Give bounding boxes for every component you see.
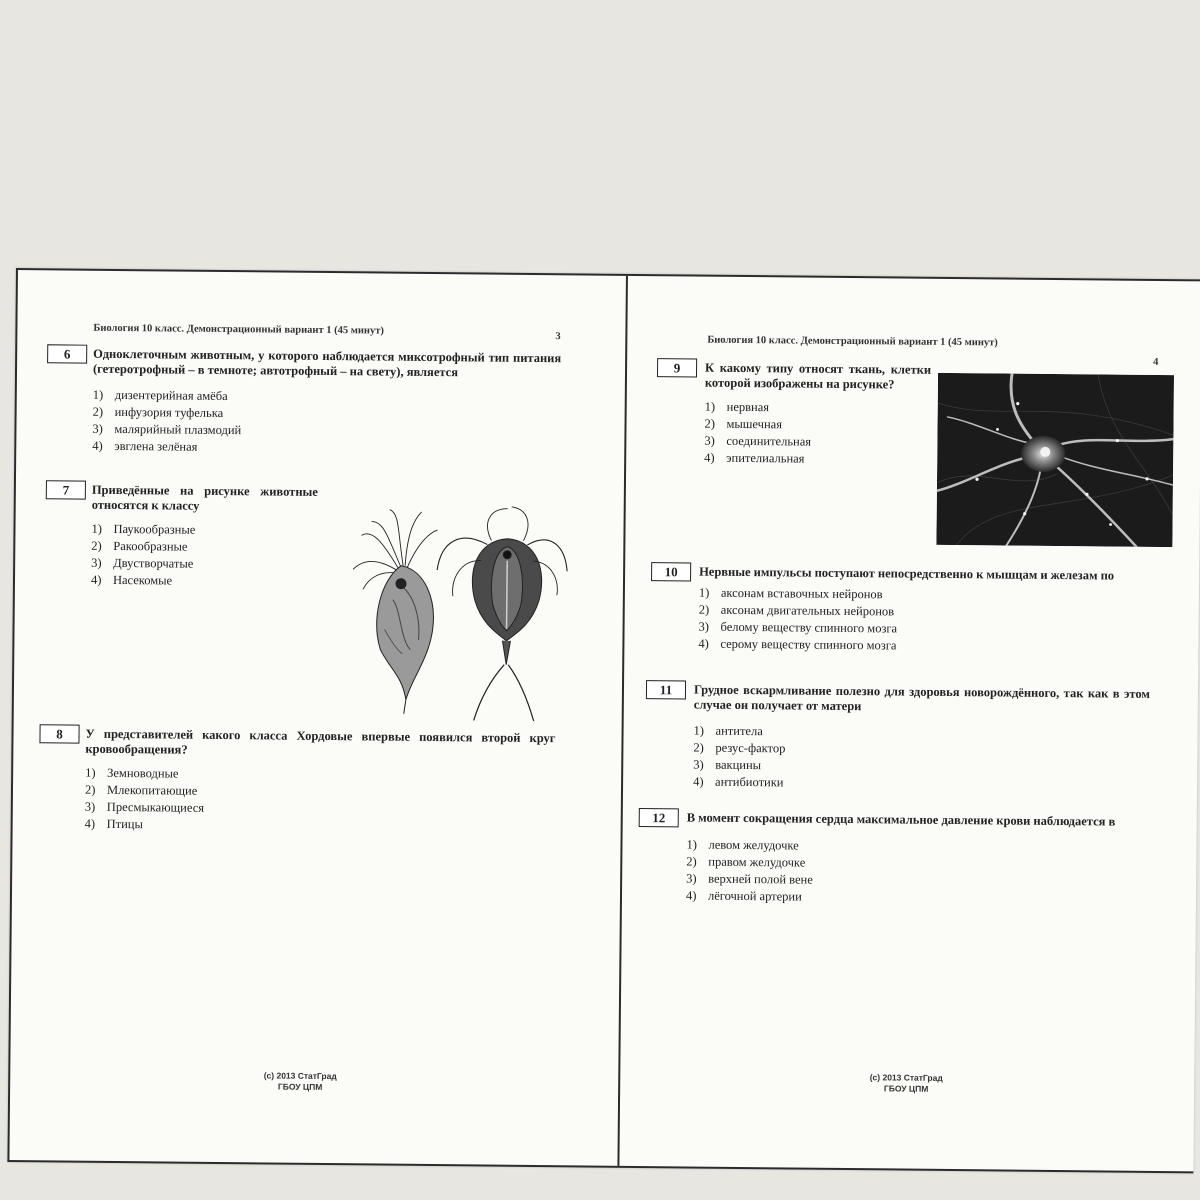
option[interactable]: 3) Пресмыкающиеся xyxy=(84,799,205,815)
right-footer xyxy=(836,1072,976,1095)
question-9-number: 9 xyxy=(657,358,697,377)
option[interactable]: 1) Паукообразные xyxy=(91,521,196,537)
question-11-number: 11 xyxy=(646,680,686,699)
question-11-text: Грудное вскармливание полезно для здоровья новорождённого, так как в этом случае он получает от матери xyxy=(693,682,1151,714)
question-6-text: Одноклеточным животным, у которого наблюдается миксотрофный тип питания (гетеротрофный – в темноте; автотрофный – на свету), является xyxy=(92,346,562,380)
option[interactable]: 2) аксонам двигательных нейронов xyxy=(698,602,895,619)
option[interactable]: 2) мышечная xyxy=(704,416,783,432)
question-8-number: 8 xyxy=(39,724,79,743)
option[interactable]: 4) антибиотики xyxy=(693,774,784,790)
question-9-text: К какому типу относят ткань, клетки которой изображены на рисунке? xyxy=(704,360,932,392)
right-page-header: Биология 10 класс. Демонстрационный вариант 1 (45 минут) xyxy=(707,334,998,349)
question-10-text: Нервные импульсы поступают непосредственно к мышцам и железам по xyxy=(699,564,1115,583)
neuron-photo xyxy=(936,373,1174,547)
option[interactable]: 3) верхней полой вене xyxy=(686,871,813,887)
footer-copyright: (c) 2013 СтатГрад xyxy=(263,1070,337,1082)
option[interactable]: 4) серому веществу спинного мозга xyxy=(698,636,897,653)
question-10-number: 10 xyxy=(651,562,691,581)
option[interactable]: 2) Ракообразные xyxy=(91,538,188,554)
option[interactable]: 1) Земноводные xyxy=(85,765,179,781)
option[interactable]: 2) инфузория туфелька xyxy=(92,404,224,420)
question-7-text: Приведённые на рисунке животные относятся к классу xyxy=(91,482,318,513)
question-12-number: 12 xyxy=(639,808,679,827)
option[interactable]: 3) соединительная xyxy=(704,433,812,449)
option[interactable]: 1) нервная xyxy=(704,399,770,415)
question-11-options xyxy=(693,723,786,792)
left-page-number: 3 xyxy=(555,331,561,343)
option[interactable]: 4) Птицы xyxy=(84,816,144,832)
option[interactable]: 1) левом желудочке xyxy=(686,837,799,853)
option[interactable]: 2) резус-фактор xyxy=(693,740,786,756)
option[interactable]: 4) Насекомые xyxy=(90,572,173,588)
option[interactable]: 4) эвглена зелёная xyxy=(92,438,198,454)
option[interactable]: 3) малярийный плазмодий xyxy=(92,421,242,438)
question-8-text: У представителей какого класса Хордовые впервые появился второй круг кровообращения? xyxy=(85,726,556,757)
option[interactable]: 2) Млекопитающие xyxy=(84,782,198,798)
question-7-number: 7 xyxy=(46,480,86,499)
footer-org: ГБОУ ЦПМ xyxy=(277,1081,323,1092)
crustaceans-figure xyxy=(340,499,570,723)
option[interactable]: 3) белому веществу спинного мозга xyxy=(698,619,898,636)
option[interactable]: 3) Двустворчатые xyxy=(91,555,194,571)
option[interactable]: 3) вакцины xyxy=(693,757,762,773)
right-page-number: 4 xyxy=(1153,356,1159,368)
question-7-options xyxy=(91,521,196,590)
question-6-options xyxy=(92,387,241,456)
question-6-number: 6 xyxy=(47,344,87,363)
footer-copyright: (c) 2013 СтатГрад xyxy=(869,1072,943,1083)
question-12-options xyxy=(686,836,813,905)
left-footer xyxy=(230,1070,370,1093)
question-9-options xyxy=(704,399,811,468)
left-page-header: Биология 10 класс. Демонстрационный вариант 1 (45 минут) xyxy=(93,322,384,337)
question-10-options xyxy=(698,585,897,655)
exam-booklet xyxy=(7,268,1200,1173)
option[interactable]: 1) антитела xyxy=(693,723,763,739)
question-8-options xyxy=(85,765,205,834)
page-divider xyxy=(617,276,628,1166)
option[interactable]: 1) аксонам вставочных нейронов xyxy=(698,585,883,602)
option[interactable]: 4) лёгочной артерии xyxy=(685,888,802,904)
question-12-text: В момент сокращения сердца максимальное давление крови наблюдается в xyxy=(686,810,1116,829)
option[interactable]: 1) дизентерийная амёба xyxy=(92,387,228,404)
option[interactable]: 4) эпителиальная xyxy=(704,450,805,466)
footer-org: ГБОУ ЦПМ xyxy=(883,1083,929,1094)
option[interactable]: 2) правом желудочке xyxy=(686,854,806,870)
